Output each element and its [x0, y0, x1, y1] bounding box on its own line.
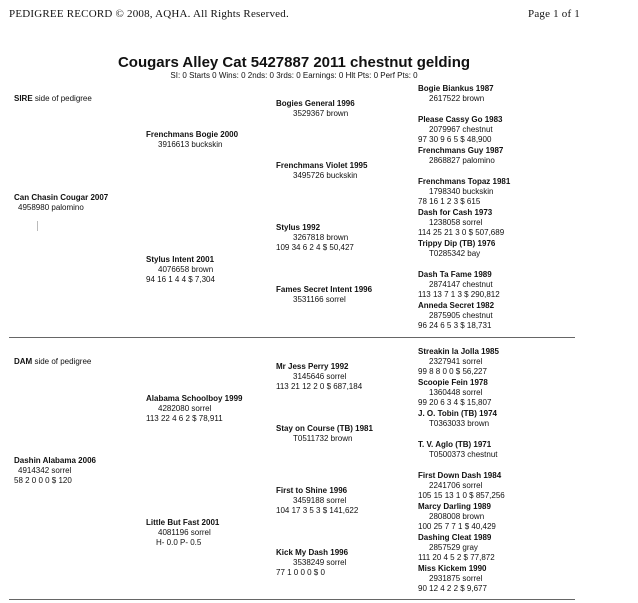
horse-info: 2868827 palomino: [429, 156, 495, 165]
sire-gen4-horse: [418, 84, 494, 104]
sire-gen3-horse: [276, 161, 367, 181]
horse-name: Trippy Dip (TB) 1976: [418, 239, 496, 248]
horse-name: Frenchmans Violet 1995: [276, 161, 368, 170]
horse-record: 96 24 6 5 3 $ 18,731: [418, 321, 492, 330]
horse-record: 99 8 8 0 0 $ 56,227: [418, 367, 487, 376]
horse-name: Mr Jess Perry 1992: [276, 362, 349, 371]
horse-name: Kick My Dash 1996: [276, 548, 349, 557]
sire-gen4-horse: [418, 239, 495, 259]
horse-record: 113 21 12 2 0 $ 687,184: [276, 382, 363, 391]
horse-info: T0511732 brown: [293, 434, 353, 443]
horse-name: Dashing Cleat 1989: [418, 533, 492, 542]
horse-info: 2874147 chestnut: [429, 280, 493, 289]
horse-record: 58 2 0 0 0 $ 120: [14, 476, 72, 485]
sire-gen3-horse: [276, 223, 354, 253]
horse-record: 113 22 4 6 2 $ 78,911: [146, 414, 223, 423]
horse-name: Anneda Secret 1982: [418, 301, 495, 310]
horse-info: 3459188 sorrel: [293, 496, 347, 505]
horse-name: T. V. Aglo (TB) 1971: [418, 440, 492, 449]
page-title: Cougars Alley Cat 5427887 2011 chestnut gelding: [117, 54, 471, 71]
horse-record: 114 25 21 3 0 $ 507,689: [418, 228, 505, 237]
horse-info: 2931875 sorrel: [429, 574, 483, 583]
horse-record: 100 25 7 7 1 $ 40,429: [418, 522, 496, 531]
page-number: Page 1 of 1: [528, 8, 580, 20]
horse-info: 4914342 sorrel: [18, 466, 72, 475]
horse-record: 78 16 1 2 3 $ 615: [418, 197, 481, 206]
dam-gen4-horse: [418, 533, 495, 563]
dam-gen3-horse: [276, 486, 358, 516]
horse-name: Marcy Darling 1989: [418, 502, 491, 511]
horse-name: Fames Secret Intent 1996: [276, 285, 373, 294]
dam-gen3-horse: [276, 362, 362, 392]
horse-record: 97 30 9 6 5 $ 48,900: [418, 135, 492, 144]
horse-record: 104 17 3 5 3 $ 141,622: [276, 506, 359, 515]
horse-info: 2857529 gray: [429, 543, 478, 552]
horse-info: 3495726 buckskin: [293, 171, 358, 180]
dam-gen4-horse: [418, 378, 491, 408]
horse-name: Please Cassy Go 1983: [418, 115, 503, 124]
sire-gen3-horse: [276, 285, 372, 305]
horse-record: 94 16 1 4 4 $ 7,304: [146, 275, 215, 284]
horse-record: 105 15 13 1 0 $ 857,256: [418, 491, 505, 500]
horse-info: 3267818 brown: [293, 233, 349, 242]
horse-info: T0363033 brown: [429, 419, 490, 428]
section-divider: [9, 337, 575, 338]
dam-gen4-horse: [418, 409, 497, 429]
horse-record: 109 34 6 2 4 $ 50,427: [276, 243, 354, 252]
horse-name: Dashin Alabama 2006: [14, 456, 96, 465]
horse-name: Frenchmans Guy 1987: [418, 146, 504, 155]
dam-side-label: [14, 357, 91, 366]
dam-gen2-horse: [146, 394, 242, 424]
horse-record: 90 12 4 2 2 $ 9,677: [418, 584, 487, 593]
horse-name: Frenchmans Topaz 1981: [418, 177, 511, 186]
horse-info: 4958980 palomino: [18, 203, 84, 212]
sire-gen4-horse: [418, 301, 494, 331]
sire-gen2-horse: [146, 255, 215, 285]
dam-gen4-horse: [418, 564, 487, 594]
horse-info: 2327941 sorrel: [429, 357, 483, 366]
dam-gen3-horse: [276, 548, 348, 578]
horse-name: Bogies General 1996: [276, 99, 355, 108]
horse-info: 3529367 brown: [293, 109, 349, 118]
copyright-header: PEDIGREE RECORD © 2008, AQHA. All Rights Reserved.: [9, 8, 289, 20]
dam-gen4-horse: [418, 471, 505, 501]
horse-info: 4081196 sorrel: [158, 528, 211, 537]
horse-info: 1238058 sorrel: [429, 218, 483, 227]
dam-gen2-horse: [146, 518, 219, 548]
dam-gen3-horse: [276, 424, 373, 444]
dam-label-bold: DAM: [14, 357, 33, 366]
horse-info: 4282080 sorrel: [158, 404, 212, 413]
dam-gen4-horse: [418, 440, 498, 460]
sire-side-label: [14, 94, 92, 103]
pedigree-tick: [37, 221, 39, 231]
horse-record: 77 1 0 0 0 $ 0: [276, 568, 325, 577]
sire-gen4-horse: [418, 177, 510, 207]
performance-summary: SI: 0 Starts 0 Wins: 0 2nds: 0 3rds: 0 Earnings: 0 Hlt Pts: 0 Perf Pts: 0: [170, 71, 418, 80]
horse-info: 2241706 sorrel: [429, 481, 483, 490]
horse-name: First to Shine 1996: [276, 486, 348, 495]
sire-gen4-horse: [418, 115, 503, 145]
horse-record: H- 0.0 P- 0.5: [156, 538, 202, 547]
horse-info: 2875905 chestnut: [429, 311, 493, 320]
dam-horse: [14, 456, 96, 486]
sire-gen4-horse: [418, 270, 500, 300]
horse-name: J. O. Tobin (TB) 1974: [418, 409, 497, 418]
horse-name: Frenchmans Bogie 2000: [146, 130, 239, 139]
sire-gen4-horse: [418, 208, 504, 238]
horse-info: 3531166 sorrel: [293, 295, 346, 304]
horse-record: 111 20 4 5 2 $ 77,872: [418, 553, 495, 562]
horse-name: Little But Fast 2001: [146, 518, 220, 527]
horse-info: 3145646 sorrel: [293, 372, 347, 381]
horse-name: Scoopie Fein 1978: [418, 378, 488, 387]
sire-label-bold: SIRE: [14, 94, 33, 103]
horse-info: 2808008 brown: [429, 512, 485, 521]
horse-info: 3916613 buckskin: [158, 140, 223, 149]
horse-info: 4076658 brown: [158, 265, 214, 274]
horse-record: 99 20 6 3 4 $ 15,807: [418, 398, 492, 407]
horse-info: 1798340 buckskin: [429, 187, 494, 196]
sire-gen4-horse: [418, 146, 503, 166]
horse-info: 2617522 brown: [429, 94, 485, 103]
dam-gen4-horse: [418, 347, 499, 377]
sire-label-rest: side of pedigree: [32, 94, 92, 103]
bottom-divider: [9, 599, 575, 600]
horse-name: Alabama Schoolboy 1999: [146, 394, 243, 403]
horse-name: Miss Kickem 1990: [418, 564, 487, 573]
horse-record: 113 13 7 1 3 $ 290,812: [418, 290, 500, 299]
horse-info: 2079967 chestnut: [429, 125, 493, 134]
horse-info: T0500373 chestnut: [429, 450, 498, 459]
horse-name: Can Chasin Cougar 2007: [14, 193, 109, 202]
sire-gen2-horse: [146, 130, 238, 150]
horse-name: Stylus Intent 2001: [146, 255, 215, 264]
horse-info: T0285342 bay: [429, 249, 481, 258]
horse-name: First Down Dash 1984: [418, 471, 502, 480]
horse-name: Stylus 1992: [276, 223, 321, 232]
horse-name: Streakin la Jolla 1985: [418, 347, 499, 356]
sire-horse: [14, 193, 108, 213]
sire-gen3-horse: [276, 99, 355, 119]
horse-name: Dash for Cash 1973: [418, 208, 493, 217]
horse-info: 1360448 sorrel: [429, 388, 483, 397]
horse-name: Dash Ta Fame 1989: [418, 270, 492, 279]
horse-info: 3538249 sorrel: [293, 558, 347, 567]
dam-gen4-horse: [418, 502, 496, 532]
horse-name: Bogie Biankus 1987: [418, 84, 494, 93]
horse-name: Stay on Course (TB) 1981: [276, 424, 373, 433]
dam-label-rest: side of pedigree: [32, 357, 92, 366]
